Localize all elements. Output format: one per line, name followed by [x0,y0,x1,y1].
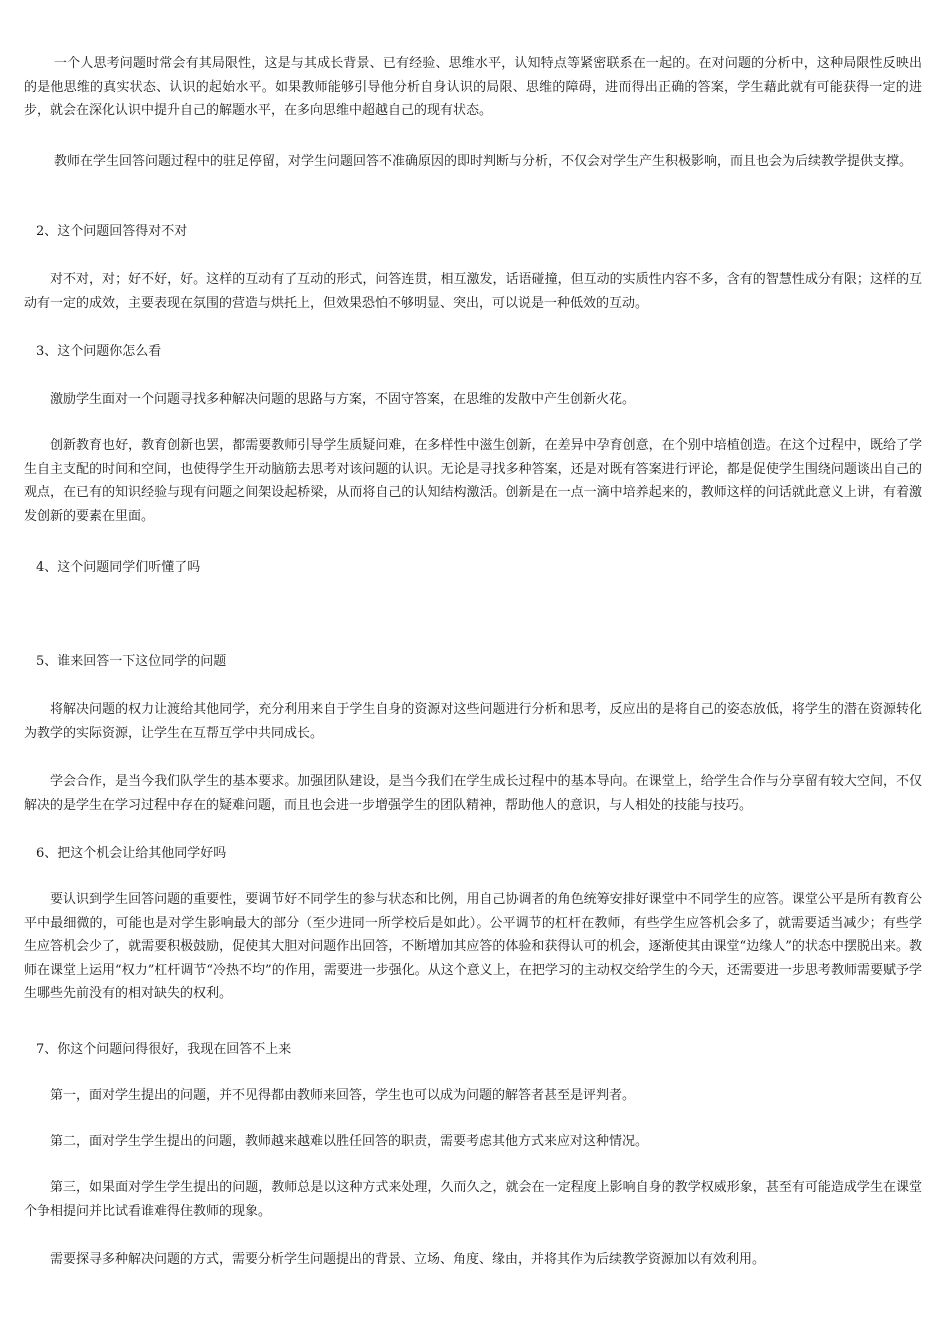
paragraph-cooperation: 学会合作，是当今我们队学生的基本要求。加强团队建设，是当今我们在学生成长过程中的基本导向。在课堂上，给学生合作与分享留有较大空间，不仅解决的是学生在学习过程中存在的疑难问题，而且也会进一步增强学生的团队精神，帮助他人的意识，与人相处的技能与技巧。 [24,774,922,813]
heading-question-7: 7、你这个问题问得很好，我现在回答不上来 [36,1042,292,1057]
heading-question-2: 2、这个问题回答得对不对 [36,224,188,239]
paragraph-conclusion: 需要探寻多种解决问题的方式，需要分析学生问题提出的背景、立场、角度、缘由，并将其作为后续教学资源加以有效利用。 [50,1252,766,1267]
paragraph-innovation-education: 创新教育也好，教育创新也罢，都需要教师引导学生质疑问难，在多样性中滋生创新，在差异中孕育创意，在个别中培植创造。在这个过程中，既给了学生自主支配的时间和空间，也使得学生开动脑筋去思考对该问题的认识。无论是寻找多种答案，还是对既有答案进行评论，都是促使学生围绕问题谈出自己的观点，在已有的知识经验与现有问题之间架设起桥梁，从而将自己的认知结构激活。创新是在一点一滴中培养起来的，教师这样的问话就此意义上讲，有着激发创新的要素在里面。 [24,438,922,524]
paragraph-first-point: 第一，面对学生提出的问题，并不见得都由教师来回答，学生也可以成为问题的解答者甚至是评判者。 [50,1088,636,1103]
paragraph-teacher-pause: 教师在学生回答问题过程中的驻足停留，对学生问题回答不准确原因的即时判断与分析，不仅会对学生产生积极影响，而且也会为后续教学提供支撑。 [54,154,913,169]
paragraph-thinking-limitations: 一个人思考问题时常会有其局限性，这是与其成长背景、已有经验、思维水平，认知特点等紧密联系在一起的。在对问题的分析中，这种局限性反映出的是他思维的真实状态、认识的起始水平。如果教师能够引导他分析自身认识的局限、思维的障碍，进而得出正确的答案，学生藉此就有可能获得一定的进步，就会在深化认识中提升自己的解题水平，在多向思维中超越自己的现有状态。 [24,56,922,118]
paragraph-right-or-wrong: 对不对，对；好不好，好。这样的互动有了互动的形式，问答连贯，相互激发，话语碰撞，但互动的实质性内容不多，含有的智慧性成分有限；这样的互动有一定的成效，主要表现在氛围的营造与烘托上，但效果恐怕不够明显、突出，可以说是一种低效的互动。 [24,272,922,311]
paragraph-transfer-power: 将解决问题的权力让渡给其他同学，充分利用来自于学生自身的资源对这些问题进行分析和思考，反应出的是将自己的姿态放低，将学生的潜在资源转化为教学的实际资源，让学生在互帮互学中共同成长。 [24,702,922,741]
paragraph-second-point: 第二，面对学生学生提出的问题，教师越来越难以胜任回答的职责，需要考虑其他方式来应对这种情况。 [50,1134,649,1149]
paragraph-third-point: 第三，如果面对学生学生提出的问题，教师总是以这种方式来处理，久而久之，就会在一定程度上影响自身的教学权威形象，甚至有可能造成学生在课堂个争相提问并比试看谁难得住教师的现象。 [24,1180,922,1219]
heading-question-6: 6、把这个机会让给其他同学好吗 [36,846,227,861]
heading-question-3: 3、这个问题你怎么看 [36,344,162,359]
heading-question-4: 4、这个问题同学们听懂了吗 [36,560,201,575]
heading-question-5: 5、谁来回答一下这位同学的问题 [36,654,227,669]
paragraph-encourage-solutions: 激励学生面对一个问题寻找多种解决问题的思路与方案，不固守答案，在思维的发散中产生创新火花。 [50,392,636,407]
paragraph-classroom-fairness: 要认识到学生回答问题的重要性，要调节好不同学生的参与状态和比例，用自己协调者的角色统筹安排好课堂中不同学生的应答。课堂公平是所有教育公平中最细微的，可能也是对学生影响最大的部分（至少进同一所学校后是如此）。公平调节的杠杆在教师，有些学生应答机会多了，就需要适当减少；有些学生应答机会少了，就需要积极鼓励，促使其大胆对问题作出回答，不断增加其应答的体验和获得认可的机会，逐渐使其由课堂“边缘人”的状态中摆脱出来。教师在课堂上运用“权力”杠杆调节“冷热不均”的作用，需要进一步强化。从这个意义上，在把学习的主动权交给学生的今天，还需要进一步思考教师需要赋予学生哪些先前没有的相对缺失的权利。 [24,892,922,1001]
